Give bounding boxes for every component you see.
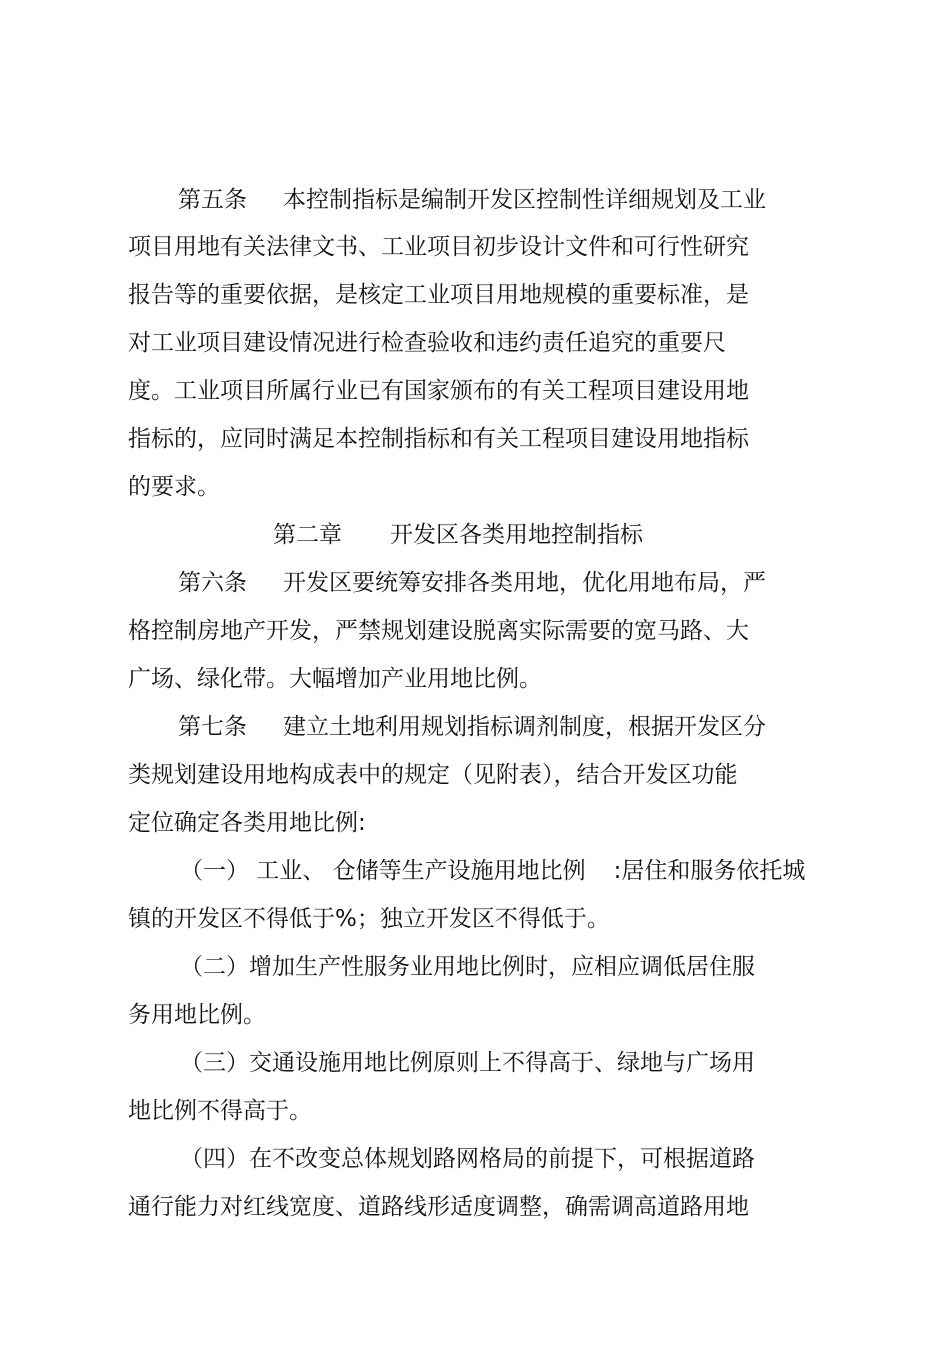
text-line: 建立土地利用规划指标调剂制度，根据开发区分: [283, 714, 766, 740]
text-line: 格控制房地产开发，严禁规划建设脱离实际需要的宽马路、大: [128, 618, 749, 644]
chapter-title: 开发区各类用地控制指标: [390, 522, 643, 548]
text-line: 通行能力对红线宽度、道路线形适度调整，确需调高道路用地: [128, 1194, 749, 1220]
text-line-tail: :居住和服务依托城: [613, 858, 806, 884]
item-2-line: （二）增加生产性服务业用地比例时，应相应调低居住服: [180, 954, 755, 980]
article-label: 第七条: [178, 714, 247, 740]
text-line: 定位确定各类用地比例:: [128, 810, 366, 836]
text-line: 本控制指标是编制开发区控制性详细规划及工业: [283, 187, 766, 213]
text-line: 地比例不得高于。: [128, 1098, 312, 1124]
text-line: 开发区要统筹安排各类用地，优化用地布局，严: [283, 570, 766, 596]
article-label: 第六条: [178, 570, 247, 596]
text-line: 对工业项目建设情况进行检查验收和违约责任追究的重要尺: [128, 330, 726, 356]
article-label: 第五条: [178, 187, 247, 213]
chapter-2-heading: [273, 515, 643, 555]
text-line: （一） 工业、 仓储等生产设施用地比例: [180, 858, 586, 884]
article-5-heading-line: [178, 180, 766, 220]
text-line: 类规划建设用地构成表中的规定（见附表），结合开发区功能: [128, 762, 738, 788]
text-line: 项目用地有关法律文书、工业项目初步设计文件和可行性研究: [128, 234, 749, 260]
text-line: 度。工业项目所属行业已有国家颁布的有关工程项目建设用地: [128, 378, 749, 404]
text-line: 指标的，应同时满足本控制指标和有关工程项目建设用地指标: [128, 426, 749, 452]
text-line: 广场、绿化带。大幅增加产业用地比例。: [128, 666, 542, 692]
item-3-line: （三）交通设施用地比例原则上不得高于、绿地与广场用: [180, 1050, 755, 1076]
item-1-line: [180, 851, 805, 891]
text-line: 的要求。: [128, 474, 220, 500]
item-4-line: （四）在不改变总体规划路网格局的前提下，可根据道路: [180, 1146, 755, 1172]
article-7-heading-line: [178, 707, 766, 747]
text-line: 报告等的重要依据，是核定工业项目用地规模的重要标准，是: [128, 282, 749, 308]
chapter-label: 第二章: [273, 522, 342, 548]
text-line: 镇的开发区不得低于%；独立开发区不得低于。: [128, 906, 610, 932]
article-6-heading-line: [178, 563, 766, 603]
text-line: 务用地比例。: [128, 1002, 266, 1028]
